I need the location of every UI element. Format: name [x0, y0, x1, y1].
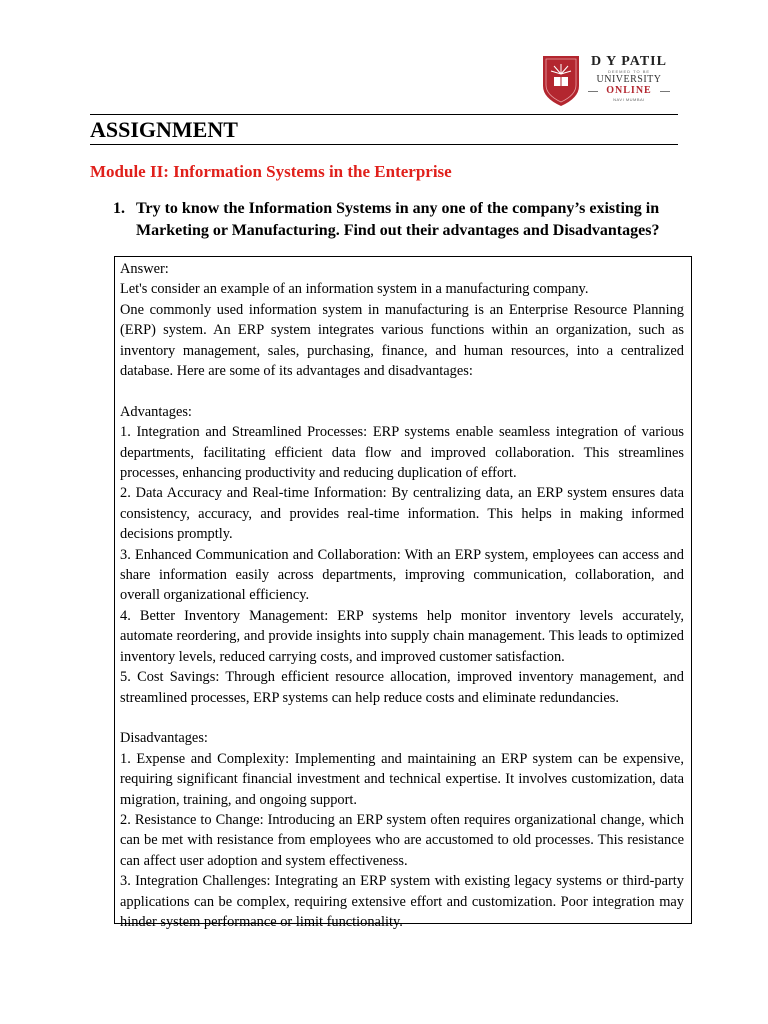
logo-university: UNIVERSITY	[596, 74, 662, 85]
shield-emblem-icon	[540, 52, 582, 108]
advantage-item: 1. Integration and Streamlined Processes: ERP systems enable seamless integration of various departments, facilitating efficient data flow and improved collaboration. This streamlines processes, enhancing productivity and reducing duplication of effort.	[120, 424, 684, 482]
question-number: 1.	[113, 200, 125, 217]
top-rule	[90, 114, 678, 115]
answer-intro-2: One commonly used information system in manufacturing is an Enterprise Resource Planning (ERP) system. An ERP system integrates various functions within an organization, such as inventory management, sales, purchasing, finance, and human resources, into a centralized database. Here are some of its advantages and disadvantages:	[120, 301, 684, 380]
module-title: Module II: Information Systems in the Enterprise	[90, 162, 452, 181]
question-text: Try to know the Information Systems in any one of the company’s existing in Marketing or Manufacturing. Find out their advantages and Disadvantages?	[136, 200, 660, 239]
question	[113, 198, 678, 242]
answer-intro-1: Let's consider an example of an information system in a manufacturing company.	[120, 281, 589, 298]
logo-name: D Y PATIL	[591, 54, 667, 69]
advantage-item: 3. Enhanced Communication and Collaboration: With an ERP system, employees can access and share information easily across departments, improving communication, collaboration, and overall organizational efficiency.	[120, 546, 684, 604]
answer-label: Answer:	[120, 261, 169, 277]
university-logo	[540, 52, 670, 110]
answer-box	[114, 256, 692, 930]
advantage-item: 2. Data Accuracy and Real-time Information: By centralizing data, an ERP system ensures data consistency, accuracy, and provides real-time information. This helps in making informed decisions promptly.	[120, 485, 684, 543]
logo-place: NAVI MUMBAI	[613, 97, 645, 102]
disadvantage-item: 2. Resistance to Change: Introducing an ERP system often requires organizational change, which can be met with resistance from employees who are accustomed to old processes. This resistance can affect user adoption and system effectiveness.	[120, 811, 684, 869]
advantage-item: 5. Cost Savings: Through efficient resource allocation, improved inventory management, and streamlined processes, ERP systems can help reduce costs and eliminate redundancies.	[120, 669, 684, 706]
advantage-item: 4. Better Inventory Management: ERP systems help monitor inventory levels accurately, automate reordering, and provide insights into supply chain management. This leads to optimized inventory levels, reduced carrying costs, and improved customer satisfaction.	[120, 607, 684, 665]
logo-subtitle: DEEMED TO BE	[607, 69, 651, 74]
page-title: ASSIGNMENT	[90, 117, 238, 142]
spacer	[120, 708, 684, 728]
advantages-label: Advantages:	[120, 403, 192, 420]
logo-online: ONLINE	[588, 85, 670, 97]
disadvantage-item: 3. Integration Challenges: Integrating an ERP system with existing legacy systems or third-party applications can be complex, requiring extensive effort and customization. Poor integration may hinder system performance or limit functionality.	[120, 873, 684, 930]
heading-rule	[90, 144, 678, 145]
spacer	[120, 381, 684, 401]
disadvantage-item: 1. Expense and Complexity: Implementing and maintaining an ERP system can be expensive, requiring significant financial investment and technical expertise. It involves customization, data migration, training, and ongoing support.	[120, 750, 684, 808]
disadvantages-label: Disadvantages:	[120, 730, 208, 747]
